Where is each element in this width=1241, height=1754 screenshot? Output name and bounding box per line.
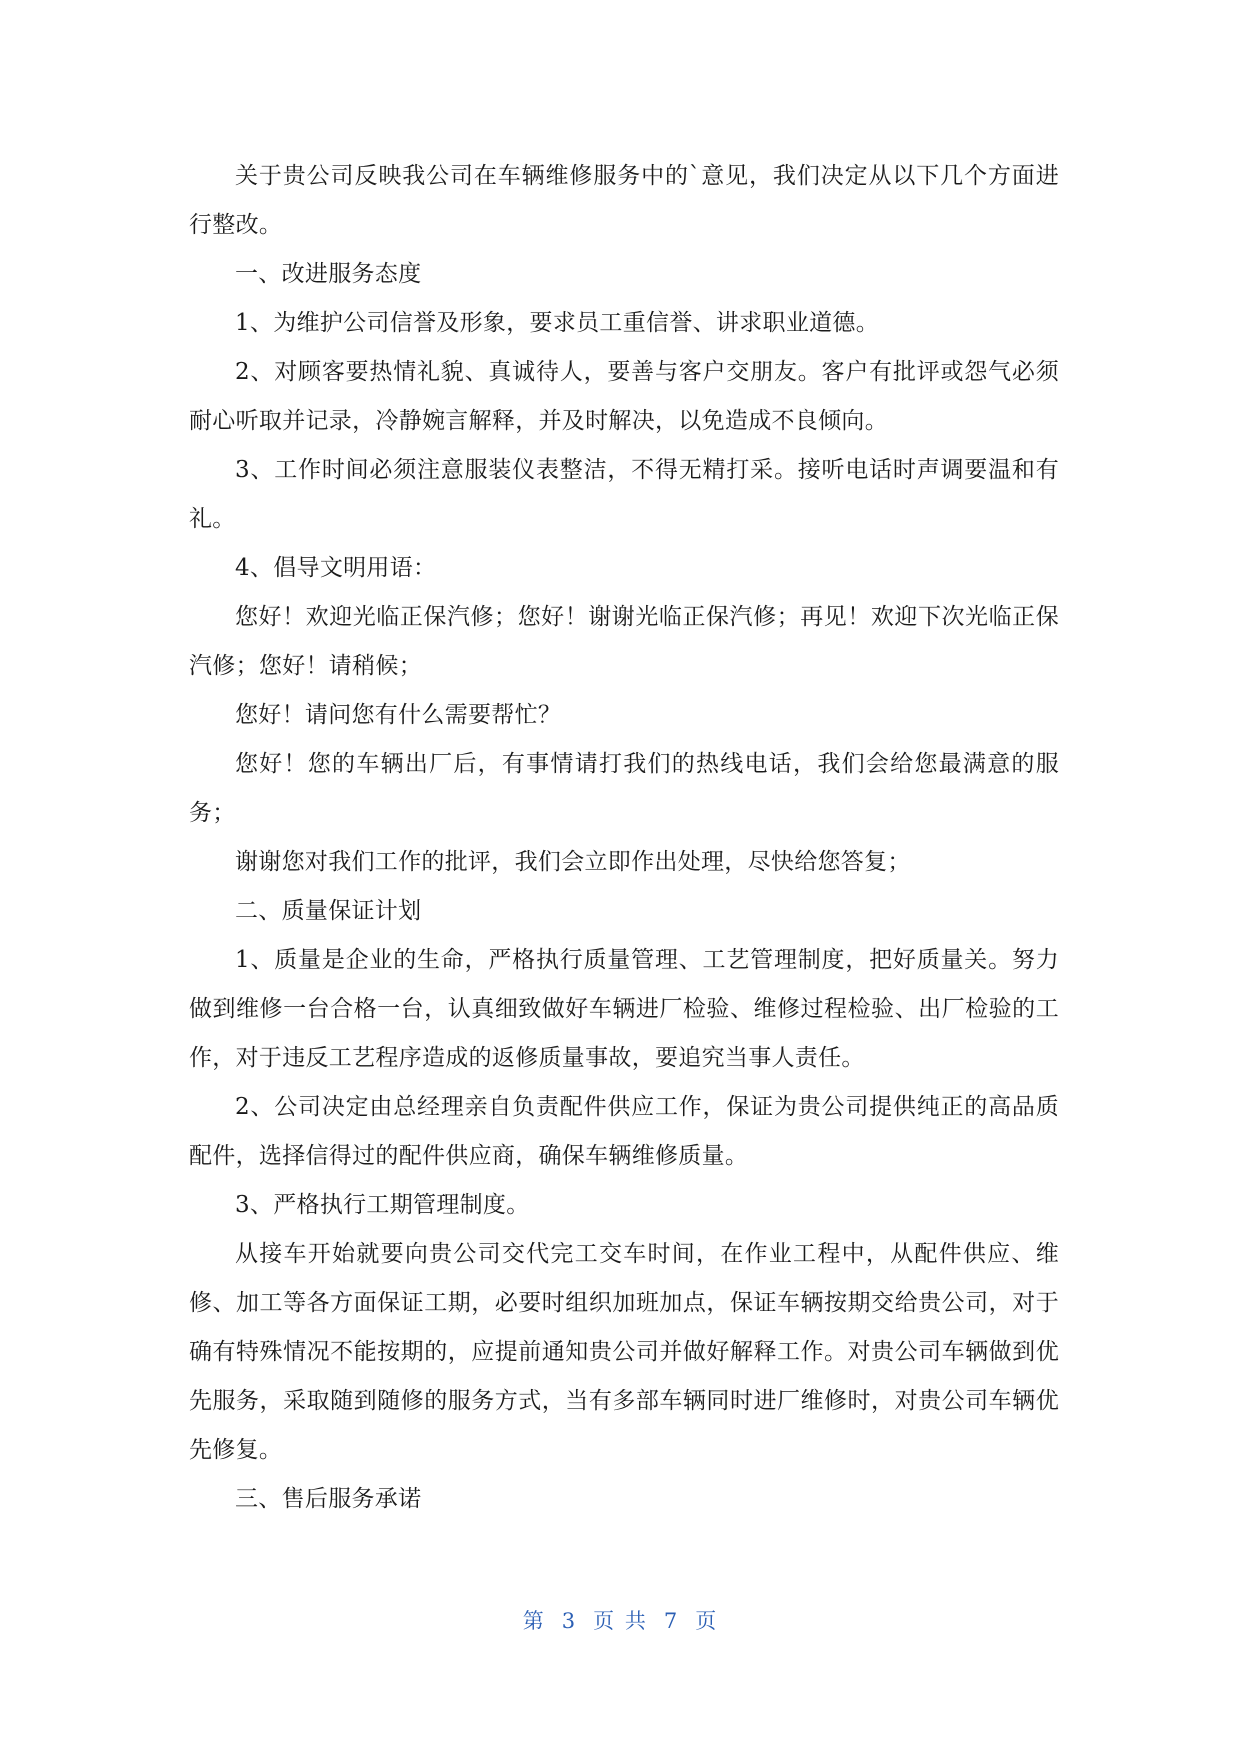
- footer-middle: 页 共: [593, 1609, 648, 1633]
- footer-current-page: 3: [561, 1609, 578, 1633]
- footer-total-pages: 7: [663, 1609, 680, 1633]
- paragraph-1-1: 1、为维护公司信誉及形象，要求员工重信誉、讲求职业道德。: [235, 310, 880, 336]
- paragraph-2-2: 2、公司决定由总经理亲自负责配件供应工作，保证为贵公司提供纯正的高品质配件，选择信得过的配件供应商，确保车辆维修质量。: [189, 1094, 1059, 1169]
- paragraph-1-3: 3、工作时间必须注意服装仪表整洁，不得无精打采。接听电话时声调要温和有礼。: [189, 457, 1059, 532]
- footer-suffix: 页: [695, 1609, 719, 1633]
- paragraph-greeting-2: 您好！请问您有什么需要帮忙？: [235, 702, 562, 728]
- document-body: [189, 152, 1059, 1524]
- footer-prefix: 第: [522, 1609, 546, 1633]
- paragraph-1-2: 2、对顾客要热情礼貌、真诚待人，要善与客户交朋友。客户有批评或怨气必须耐心听取并记录，冷静婉言解释，并及时解决，以免造成不良倾向。: [189, 359, 1059, 434]
- section-heading-3: 三、售后服务承诺: [235, 1486, 422, 1512]
- paragraph-1-4: 4、倡导文明用语：: [235, 555, 437, 581]
- page-footer: [0, 1605, 1241, 1635]
- paragraph-2-1: 1、质量是企业的生命，严格执行质量管理、工艺管理制度，把好质量关。努力做到维修一台合格一台，认真细致做好车辆进厂检验、维修过程检验、出厂检验的工作，对于违反工艺程序造成的返修质量事故，要追究当事人责任。: [189, 947, 1059, 1071]
- paragraph-2-3-detail: 从接车开始就要向贵公司交代完工交车时间，在作业工程中，从配件供应、维修、加工等各方面保证工期，必要时组织加班加点，保证车辆按期交给贵公司，对于确有特殊情况不能按期的，应提前通知贵公司并做好解释工作。对贵公司车辆做到优先服务，采取随到随修的服务方式，当有多部车辆同时进厂维修时，对贵公司车辆优先修复。: [189, 1241, 1059, 1463]
- section-heading-1: 一、改进服务态度: [235, 261, 422, 287]
- paragraph-2-3: 3、严格执行工期管理制度。: [235, 1192, 530, 1218]
- section-heading-2: 二、质量保证计划: [235, 898, 422, 924]
- paragraph-greeting-3: 您好！您的车辆出厂后，有事情请打我们的热线电话，我们会给您最满意的服务；: [189, 751, 1059, 826]
- paragraph-greeting-1: 您好！欢迎光临正保汽修；您好！谢谢光临正保汽修；再见！欢迎下次光临正保汽修；您好！请稍候；: [189, 604, 1059, 679]
- paragraph-greeting-4: 谢谢您对我们工作的批评，我们会立即作出处理，尽快给您答复；: [235, 849, 911, 875]
- paragraph-intro: 关于贵公司反映我公司在车辆维修服务中的`意见，我们决定从以下几个方面进行整改。: [189, 163, 1059, 238]
